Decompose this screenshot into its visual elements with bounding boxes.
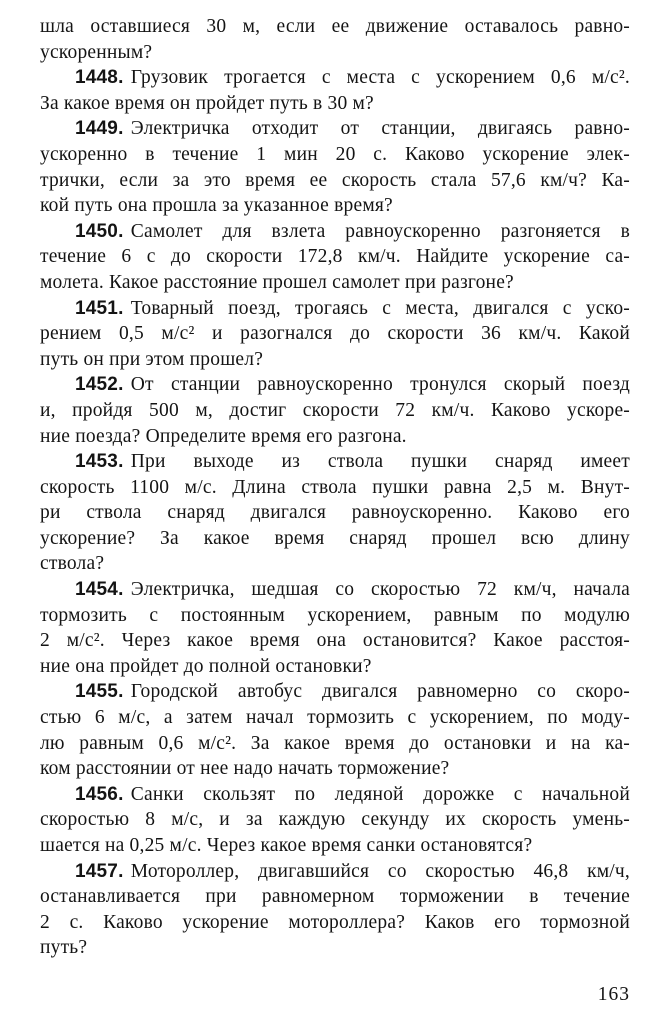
problem-number: 1449. [75, 118, 124, 140]
problem-number: 1454. [75, 579, 124, 601]
text-line: ускоренно в течение 1 мин 20 с. Каково ускорение элек- [40, 143, 630, 165]
text-line: рением 0,5 м/с² и разогнался до скорости 36 км/ч. Какой [40, 323, 630, 345]
text-line: За какое время он пройдет путь в 30 м? [40, 92, 374, 114]
text-line [40, 679, 630, 705]
text-line: шла оставшиеся 30 м, если ее движение оставалось равно- [40, 16, 630, 37]
text-line [40, 782, 630, 808]
problem-number: 1448. [75, 67, 124, 89]
problem-first-line-text: Электричка отходит от станции, двигаясь равно- [130, 118, 630, 140]
problem-1457 [40, 859, 630, 961]
problem-1449 [40, 116, 630, 218]
text-line: путь? [40, 937, 88, 959]
text-line: путь он при этом прошел? [40, 348, 264, 370]
problem-1456 [40, 782, 630, 859]
problem-1452 [40, 372, 630, 449]
text-line: молета. Какое расстояние прошел самолет при разгоне? [40, 271, 514, 293]
text-line [40, 116, 630, 142]
problem-first-line-text: Грузовик трогается с места с ускорением 0,6 м/с². [130, 67, 630, 89]
problem-first-line-text: Санки скользят по ледяной дорожке с начальной [130, 783, 630, 805]
text-line: ускоренным? [40, 41, 153, 63]
text-line: течение 6 с до скорости 172,8 км/ч. Найдите ускорение са- [40, 246, 630, 268]
continuation-paragraph [40, 14, 630, 65]
problem-number: 1455. [75, 681, 124, 703]
page-number: 163 [597, 984, 630, 1005]
problem-number: 1457. [75, 860, 124, 882]
problem-1451 [40, 296, 630, 373]
problem-first-line-text: Мотороллер, двигавшийся со скоростью 46,8 км/ч, [130, 860, 630, 882]
text-line: шается на 0,25 м/с. Через какое время санки остановятся? [40, 835, 533, 856]
text-line: скорость 1100 м/с. Длина ствола пушки равна 2,5 м. Внут- [40, 476, 630, 498]
text-line: стью 6 м/с, а затем начал тормозить с ускорением, по моду- [40, 707, 630, 729]
text-line: ствола? [40, 553, 105, 575]
text-line: трички, если за это время ее скорость стала 57,6 км/ч? Ка- [40, 169, 630, 191]
text-line [40, 577, 630, 603]
text-line: ние она пройдет до полной остановки? [40, 655, 372, 677]
text-line [40, 859, 630, 885]
text-line: ускорение? За какое время снаряд прошел всю длину [40, 527, 630, 549]
text-line: ри ствола снаряд двигался равноускоренно. Каково его [40, 502, 630, 524]
text-line [40, 296, 630, 322]
text-line [40, 372, 630, 398]
text-line [40, 449, 630, 475]
problem-1454 [40, 577, 630, 679]
book-page [40, 14, 630, 961]
problem-1455 [40, 679, 630, 781]
problem-number: 1452. [75, 374, 124, 396]
problem-first-line-text: Электричка, шедшая со скоростью 72 км/ч, начала [130, 579, 630, 601]
problem-first-line-text: Товарный поезд, трогаясь с места, двигался с уско- [130, 297, 630, 319]
text-line: останавливается при равномерном торможении в течение [40, 886, 630, 908]
problem-number: 1456. [75, 783, 124, 805]
text-line: кой путь она прошла за указанное время? [40, 195, 393, 217]
text-line [40, 65, 630, 91]
problem-1453 [40, 449, 630, 577]
problem-first-line-text: Самолет для взлета равноускоренно разгоняется в [130, 220, 630, 242]
text-line [40, 219, 630, 245]
text-block [40, 14, 630, 961]
text-line: тормозить с постоянным ускорением, равным по модулю [40, 604, 630, 626]
problem-number: 1453. [75, 451, 124, 473]
problem-first-line-text: При выходе из ствола пушки снаряд имеет [130, 451, 630, 473]
problem-first-line-text: От станции равноускоренно тронулся скорый поезд [130, 374, 630, 396]
problem-number: 1451. [75, 297, 124, 319]
problem-first-line-text: Городской автобус двигался равномерно со скоро- [130, 681, 630, 703]
problem-1450 [40, 219, 630, 296]
text-line: 2 м/с². Через какое время она остановится? Какое расстоя- [40, 630, 630, 652]
text-line: ком расстоянии от нее надо начать торможение? [40, 758, 450, 780]
text-line: 2 с. Каково ускорение мотороллера? Каков его тормозной [40, 911, 630, 933]
text-line: лю равным 0,6 м/с². За какое время до остановки и на ка- [40, 732, 630, 754]
problem-1448 [40, 65, 630, 116]
text-line: скоростью 8 м/с, и за каждую секунду их скорость умень- [40, 809, 630, 831]
problem-number: 1450. [75, 220, 124, 242]
text-line: ние поезда? Определите время его разгона. [40, 425, 407, 447]
text-line: и, пройдя 500 м, достиг скорости 72 км/ч. Каково ускоре- [40, 399, 630, 421]
